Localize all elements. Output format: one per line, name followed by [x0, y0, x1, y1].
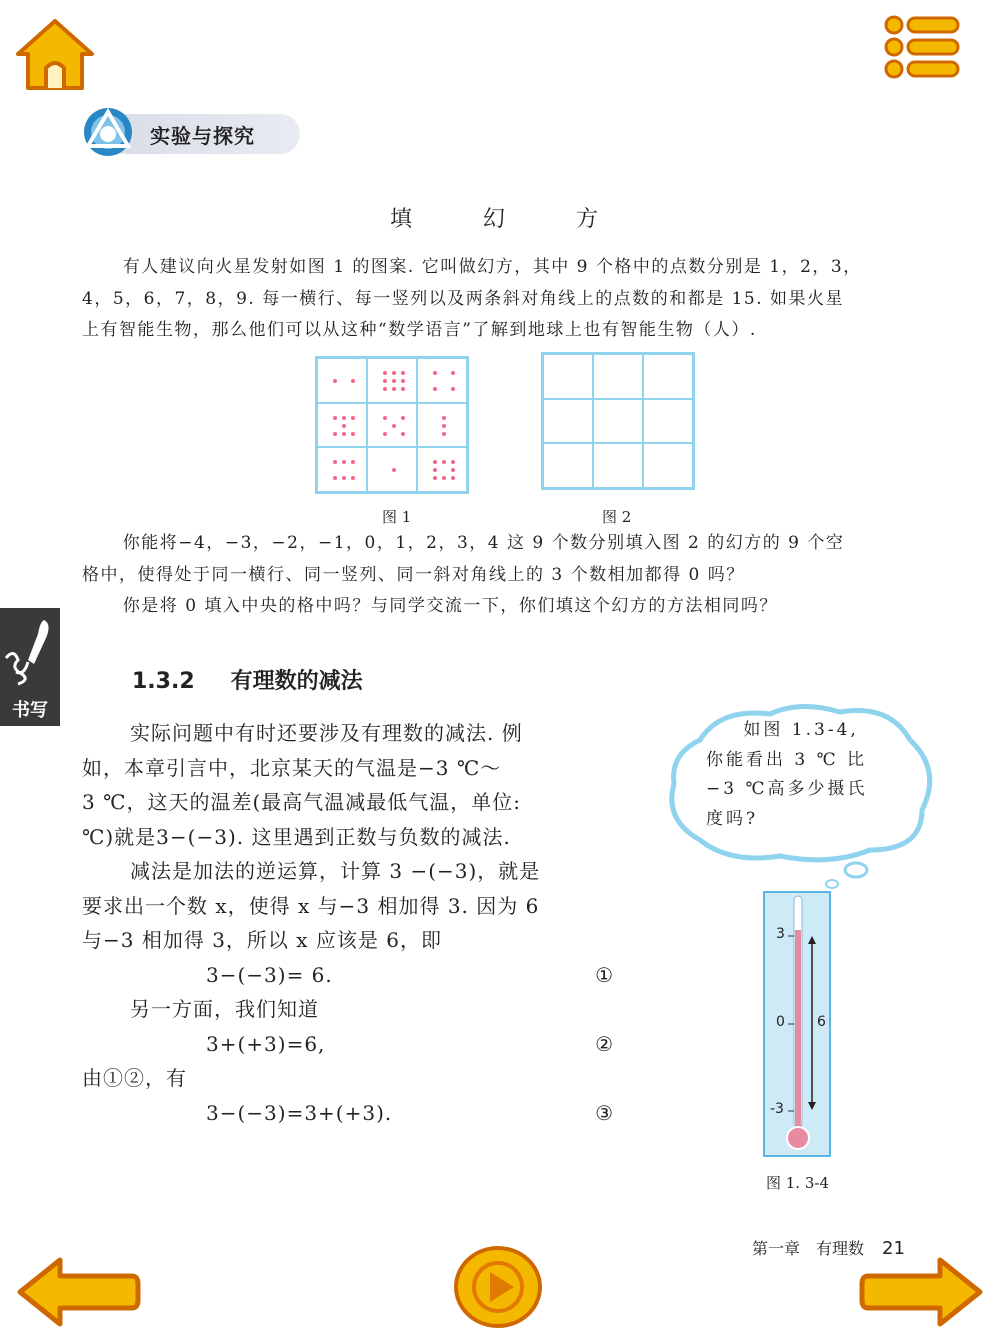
- dot: [333, 476, 337, 480]
- dot-cell: [417, 358, 467, 403]
- dot: [442, 416, 446, 420]
- dot: [333, 416, 337, 420]
- dot: [442, 424, 446, 428]
- dot: [451, 387, 455, 391]
- dot: [433, 460, 437, 464]
- dot: [433, 387, 437, 391]
- magic-square-figure: [315, 356, 469, 494]
- figure-2-caption: 图 2: [602, 508, 632, 526]
- cloud-line: −3 ℃高多少摄氏: [706, 779, 868, 799]
- equation-row: [82, 1096, 622, 1131]
- dot: [333, 460, 337, 464]
- banner-label: 实验与探究: [150, 124, 255, 148]
- thermometer-caption: 图 1. 3-4: [766, 1174, 830, 1192]
- temp-label: 0: [776, 1014, 785, 1030]
- home-icon: [14, 16, 96, 94]
- page-number: 21: [882, 1238, 905, 1259]
- dot: [442, 432, 446, 436]
- cloud-line: 度吗?: [706, 808, 759, 829]
- dot-cell: [367, 447, 417, 492]
- dot: [351, 460, 355, 464]
- intro-line: 有人建议向火星发射如图 1 的图案. 它叫做幻方，其中 9 个格中的点数分别是 1，2，3，: [122, 257, 862, 277]
- dot-cell: [417, 447, 467, 492]
- dot-cell: [317, 447, 367, 492]
- dot-cell: [317, 358, 367, 403]
- diff-label: 6: [817, 1014, 826, 1030]
- dot: [351, 476, 355, 480]
- grid-cell: [643, 443, 693, 488]
- dot: [342, 476, 346, 480]
- explore-triangle-icon: [82, 106, 138, 158]
- list-menu-icon: [882, 14, 962, 80]
- dot-cell: [417, 403, 467, 448]
- equation-row: [82, 958, 622, 993]
- equation: 3−(−3)=3+(+3).: [206, 1100, 393, 1125]
- dot: [342, 432, 346, 436]
- dot-cell: [317, 403, 367, 448]
- arrow-left-icon: [14, 1254, 142, 1330]
- dot: [392, 468, 396, 472]
- dot: [392, 371, 396, 375]
- dot: [433, 371, 437, 375]
- dot: [401, 387, 405, 391]
- dot: [442, 460, 446, 464]
- dot: [392, 424, 396, 428]
- grid-cell: [543, 443, 593, 488]
- equation-mark: ①: [595, 962, 614, 987]
- body-line: ℃)就是3−(−3). 这里遇到正数与负数的减法.: [82, 824, 511, 849]
- dot: [451, 468, 455, 472]
- grid-cell: [643, 354, 693, 399]
- dot-cell: [367, 358, 417, 403]
- brush-icon: [0, 608, 60, 694]
- dot: [383, 387, 387, 391]
- previous-page-button[interactable]: [14, 1254, 142, 1330]
- body-line: 由①②，有: [82, 1066, 187, 1090]
- figure-1-caption: 图 1: [382, 508, 412, 526]
- temp-label: 3: [776, 926, 785, 942]
- dot: [383, 432, 387, 436]
- dot: [392, 379, 396, 383]
- dot: [333, 379, 337, 383]
- grid-cell: [593, 443, 643, 488]
- dot: [433, 468, 437, 472]
- dot: [383, 371, 387, 375]
- intro-line: 4，5，6，7，8，9. 每一横行、每一竖列以及两条斜对角线上的点数的和都是 15. 如果火星: [82, 288, 845, 309]
- dot: [351, 379, 355, 383]
- dot: [401, 432, 405, 436]
- dot: [351, 432, 355, 436]
- menu-button[interactable]: [882, 14, 962, 80]
- article-title: 填 幻 方: [390, 207, 630, 232]
- section-banner: [82, 106, 302, 158]
- dot: [401, 371, 405, 375]
- question-paragraph: [82, 528, 932, 623]
- question-line: 你能将−4，−3，−2，−1，0，1，2，3，4 这 9 个数分别填入图 2 的幻方的 9 个空: [122, 533, 845, 553]
- dot: [342, 416, 346, 420]
- dot: [451, 460, 455, 464]
- grid-cell: [543, 399, 593, 444]
- dot: [342, 424, 346, 428]
- dot: [333, 432, 337, 436]
- dot: [351, 416, 355, 420]
- section-heading: [132, 664, 363, 695]
- equation-row: [82, 1027, 622, 1062]
- write-label: 书写: [12, 700, 48, 721]
- question-line: 你是将 0 填入中央的格中吗？与同学交流一下，你们填这个幻方的方法相同吗？: [122, 596, 778, 616]
- arrow-right-icon: [858, 1254, 986, 1330]
- equation: 3−(−3)= 6.: [206, 962, 333, 987]
- intro-line: 上有智能生物，那么他们可以从这种“数学语言”了解到地球上也有智能生物（人）.: [82, 320, 757, 340]
- temp-label: -3: [770, 1101, 784, 1117]
- body-line: 与−3 相加得 3，所以 x 应该是 6，即: [82, 928, 442, 952]
- dot: [392, 387, 396, 391]
- question-line: 格中，使得处于同一横行、同一竖列、同一斜对角线上的 3 个数相加都得 0 吗？: [82, 564, 745, 585]
- section-title: 有理数的减法: [230, 669, 363, 694]
- grid-cell: [593, 399, 643, 444]
- next-page-button[interactable]: [858, 1254, 986, 1330]
- grid-cell: [593, 354, 643, 399]
- body-line: 减法是加法的逆运算，计算 3 −(−3)，就是: [130, 859, 541, 883]
- dot: [433, 476, 437, 480]
- body-line: 另一方面，我们知道: [130, 997, 319, 1021]
- body-line: 3 ℃，这天的温差(最高气温减最低气温，单位:: [82, 790, 521, 814]
- dot: [383, 416, 387, 420]
- dot-cell: [367, 403, 417, 448]
- grid-cell: [643, 399, 693, 444]
- dot: [401, 416, 405, 420]
- dot: [451, 476, 455, 480]
- equation-mark: ②: [595, 1031, 614, 1056]
- chapter-label: 第一章 有理数: [752, 1239, 865, 1258]
- dot: [342, 460, 346, 464]
- body-line: 如，本章引言中，北京某天的气温是−3 ℃～: [82, 755, 502, 780]
- cloud-line: 如图 1.3-4,: [743, 720, 859, 740]
- dot: [383, 379, 387, 383]
- home-button[interactable]: [14, 16, 96, 94]
- dot: [451, 371, 455, 375]
- dot: [401, 379, 405, 383]
- dot: [442, 476, 446, 480]
- play-audio-button[interactable]: [452, 1244, 544, 1330]
- body-line: 实际问题中有时还要涉及有理数的减法. 例: [130, 721, 523, 745]
- section-number: 1.3.2: [132, 669, 195, 694]
- cloud-line: 你能看出 3 ℃ 比: [706, 749, 868, 770]
- grid-cell: [543, 354, 593, 399]
- write-tab[interactable]: [0, 608, 60, 726]
- thermometer-figure: [762, 890, 832, 1158]
- body-text: [82, 716, 622, 1130]
- play-icon: [452, 1244, 544, 1330]
- body-line: 要求出一个数 x，使得 x 与−3 相加得 3. 因为 6: [82, 893, 540, 918]
- intro-paragraph: [82, 252, 932, 347]
- equation-mark: ③: [595, 1100, 614, 1125]
- equation: 3+(+3)=6,: [206, 1031, 326, 1056]
- cloud-text: [706, 716, 896, 834]
- empty-magic-square: [541, 352, 695, 490]
